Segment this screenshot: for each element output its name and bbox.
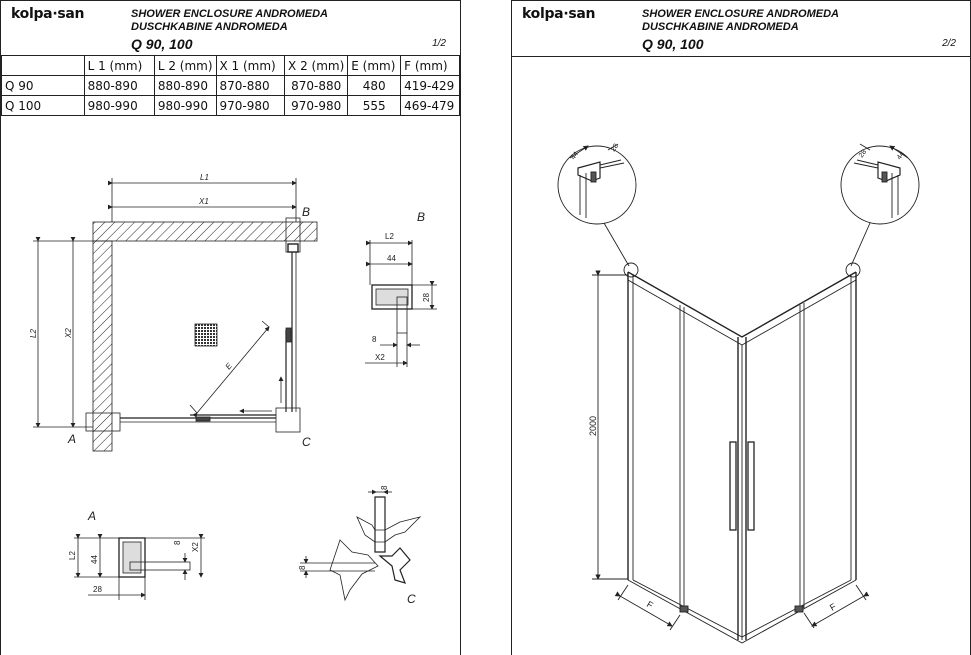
detail-A-8: 8 bbox=[173, 540, 182, 545]
wall-top bbox=[93, 222, 317, 241]
title-de: DUSCHKABINE ANDROMEDA bbox=[642, 21, 799, 33]
detail-C bbox=[300, 492, 420, 600]
detail-A-L2: L2 bbox=[68, 551, 77, 560]
table-cell: Q 100 bbox=[2, 96, 85, 116]
detail-B-X2: X2 bbox=[375, 353, 385, 362]
model-title: Q 90, 100 bbox=[642, 36, 704, 52]
page-number: 1/2 bbox=[432, 38, 446, 49]
height-2000: 2000 bbox=[588, 415, 598, 436]
detail-A-X2: X2 bbox=[191, 542, 200, 552]
title-en: SHOWER ENCLOSURE ANDROMEDA bbox=[131, 8, 328, 20]
detail-B-28: 28 bbox=[422, 293, 431, 302]
table-cell: 469-479 bbox=[401, 96, 460, 116]
dim-X1: X1 bbox=[199, 197, 209, 206]
detail-C-title: C bbox=[407, 592, 416, 606]
model-title: Q 90, 100 bbox=[131, 36, 193, 52]
wall-left bbox=[93, 241, 112, 451]
header-cell: X 1 (mm) bbox=[216, 56, 285, 76]
dim-L2: L2 bbox=[29, 329, 38, 338]
table-cell: 880-890 bbox=[154, 76, 216, 96]
table-cell: Q 90 bbox=[2, 76, 85, 96]
zoom-right-44: 44 bbox=[895, 150, 907, 162]
dim-F-right: F bbox=[828, 601, 838, 613]
table-cell: 870-880 bbox=[285, 76, 348, 96]
zoom-right-28: 28 bbox=[857, 148, 869, 160]
detail-A-28: 28 bbox=[93, 585, 102, 594]
table-cell: 980-990 bbox=[154, 96, 216, 116]
table-cell: 970-980 bbox=[216, 96, 285, 116]
detail-C-8-left: 8 bbox=[298, 565, 307, 570]
detail-B-8: 8 bbox=[372, 335, 377, 344]
drain-icon bbox=[195, 324, 217, 346]
title-en: SHOWER ENCLOSURE ANDROMEDA bbox=[642, 8, 839, 20]
elevation-view bbox=[558, 144, 919, 643]
zoom-left-28: 28 bbox=[609, 142, 621, 154]
table-cell: 970-980 bbox=[285, 96, 348, 116]
detail-B-44: 44 bbox=[387, 254, 396, 263]
table-cell: 870-880 bbox=[216, 76, 285, 96]
table-cell: 480 bbox=[348, 76, 401, 96]
plan-labels bbox=[29, 173, 311, 449]
detail-C-8-top: 8 bbox=[380, 485, 389, 490]
zoom-left-44: 44 bbox=[569, 150, 581, 162]
page-number: 2/2 bbox=[942, 38, 956, 49]
detail-B-L2: L2 bbox=[385, 232, 394, 241]
detail-A-title: A bbox=[88, 509, 97, 523]
header-cell: L 1 (mm) bbox=[84, 56, 154, 76]
marker-C: C bbox=[302, 435, 311, 449]
header-cell: X 2 (mm) bbox=[285, 56, 348, 76]
detail-B-title: B bbox=[417, 210, 426, 224]
dim-F-left: F bbox=[645, 599, 655, 611]
dim-X2: X2 bbox=[64, 328, 73, 338]
table-cell: 419-429 bbox=[401, 76, 460, 96]
header-cell: F (mm) bbox=[401, 56, 460, 76]
brand-logo: kolpa·san bbox=[522, 6, 596, 22]
dim-L1: L1 bbox=[200, 173, 209, 182]
detail-B bbox=[365, 240, 437, 367]
detail-A-44: 44 bbox=[90, 555, 99, 564]
header-cell: L 2 (mm) bbox=[154, 56, 216, 76]
marker-B: B bbox=[302, 205, 311, 219]
header-cell: E (mm) bbox=[348, 56, 401, 76]
table-cell: 980-990 bbox=[84, 96, 154, 116]
detail-B-labels bbox=[372, 210, 431, 362]
table-cell: 555 bbox=[348, 96, 401, 116]
title-de: DUSCHKABINE ANDROMEDA bbox=[131, 21, 288, 33]
dim-E: E bbox=[223, 361, 234, 372]
table-cell: 880-890 bbox=[84, 76, 154, 96]
plan-view bbox=[33, 178, 317, 451]
brand-logo: kolpa·san bbox=[11, 6, 85, 22]
detail-C-labels bbox=[298, 485, 416, 606]
marker-A: A bbox=[68, 432, 77, 446]
